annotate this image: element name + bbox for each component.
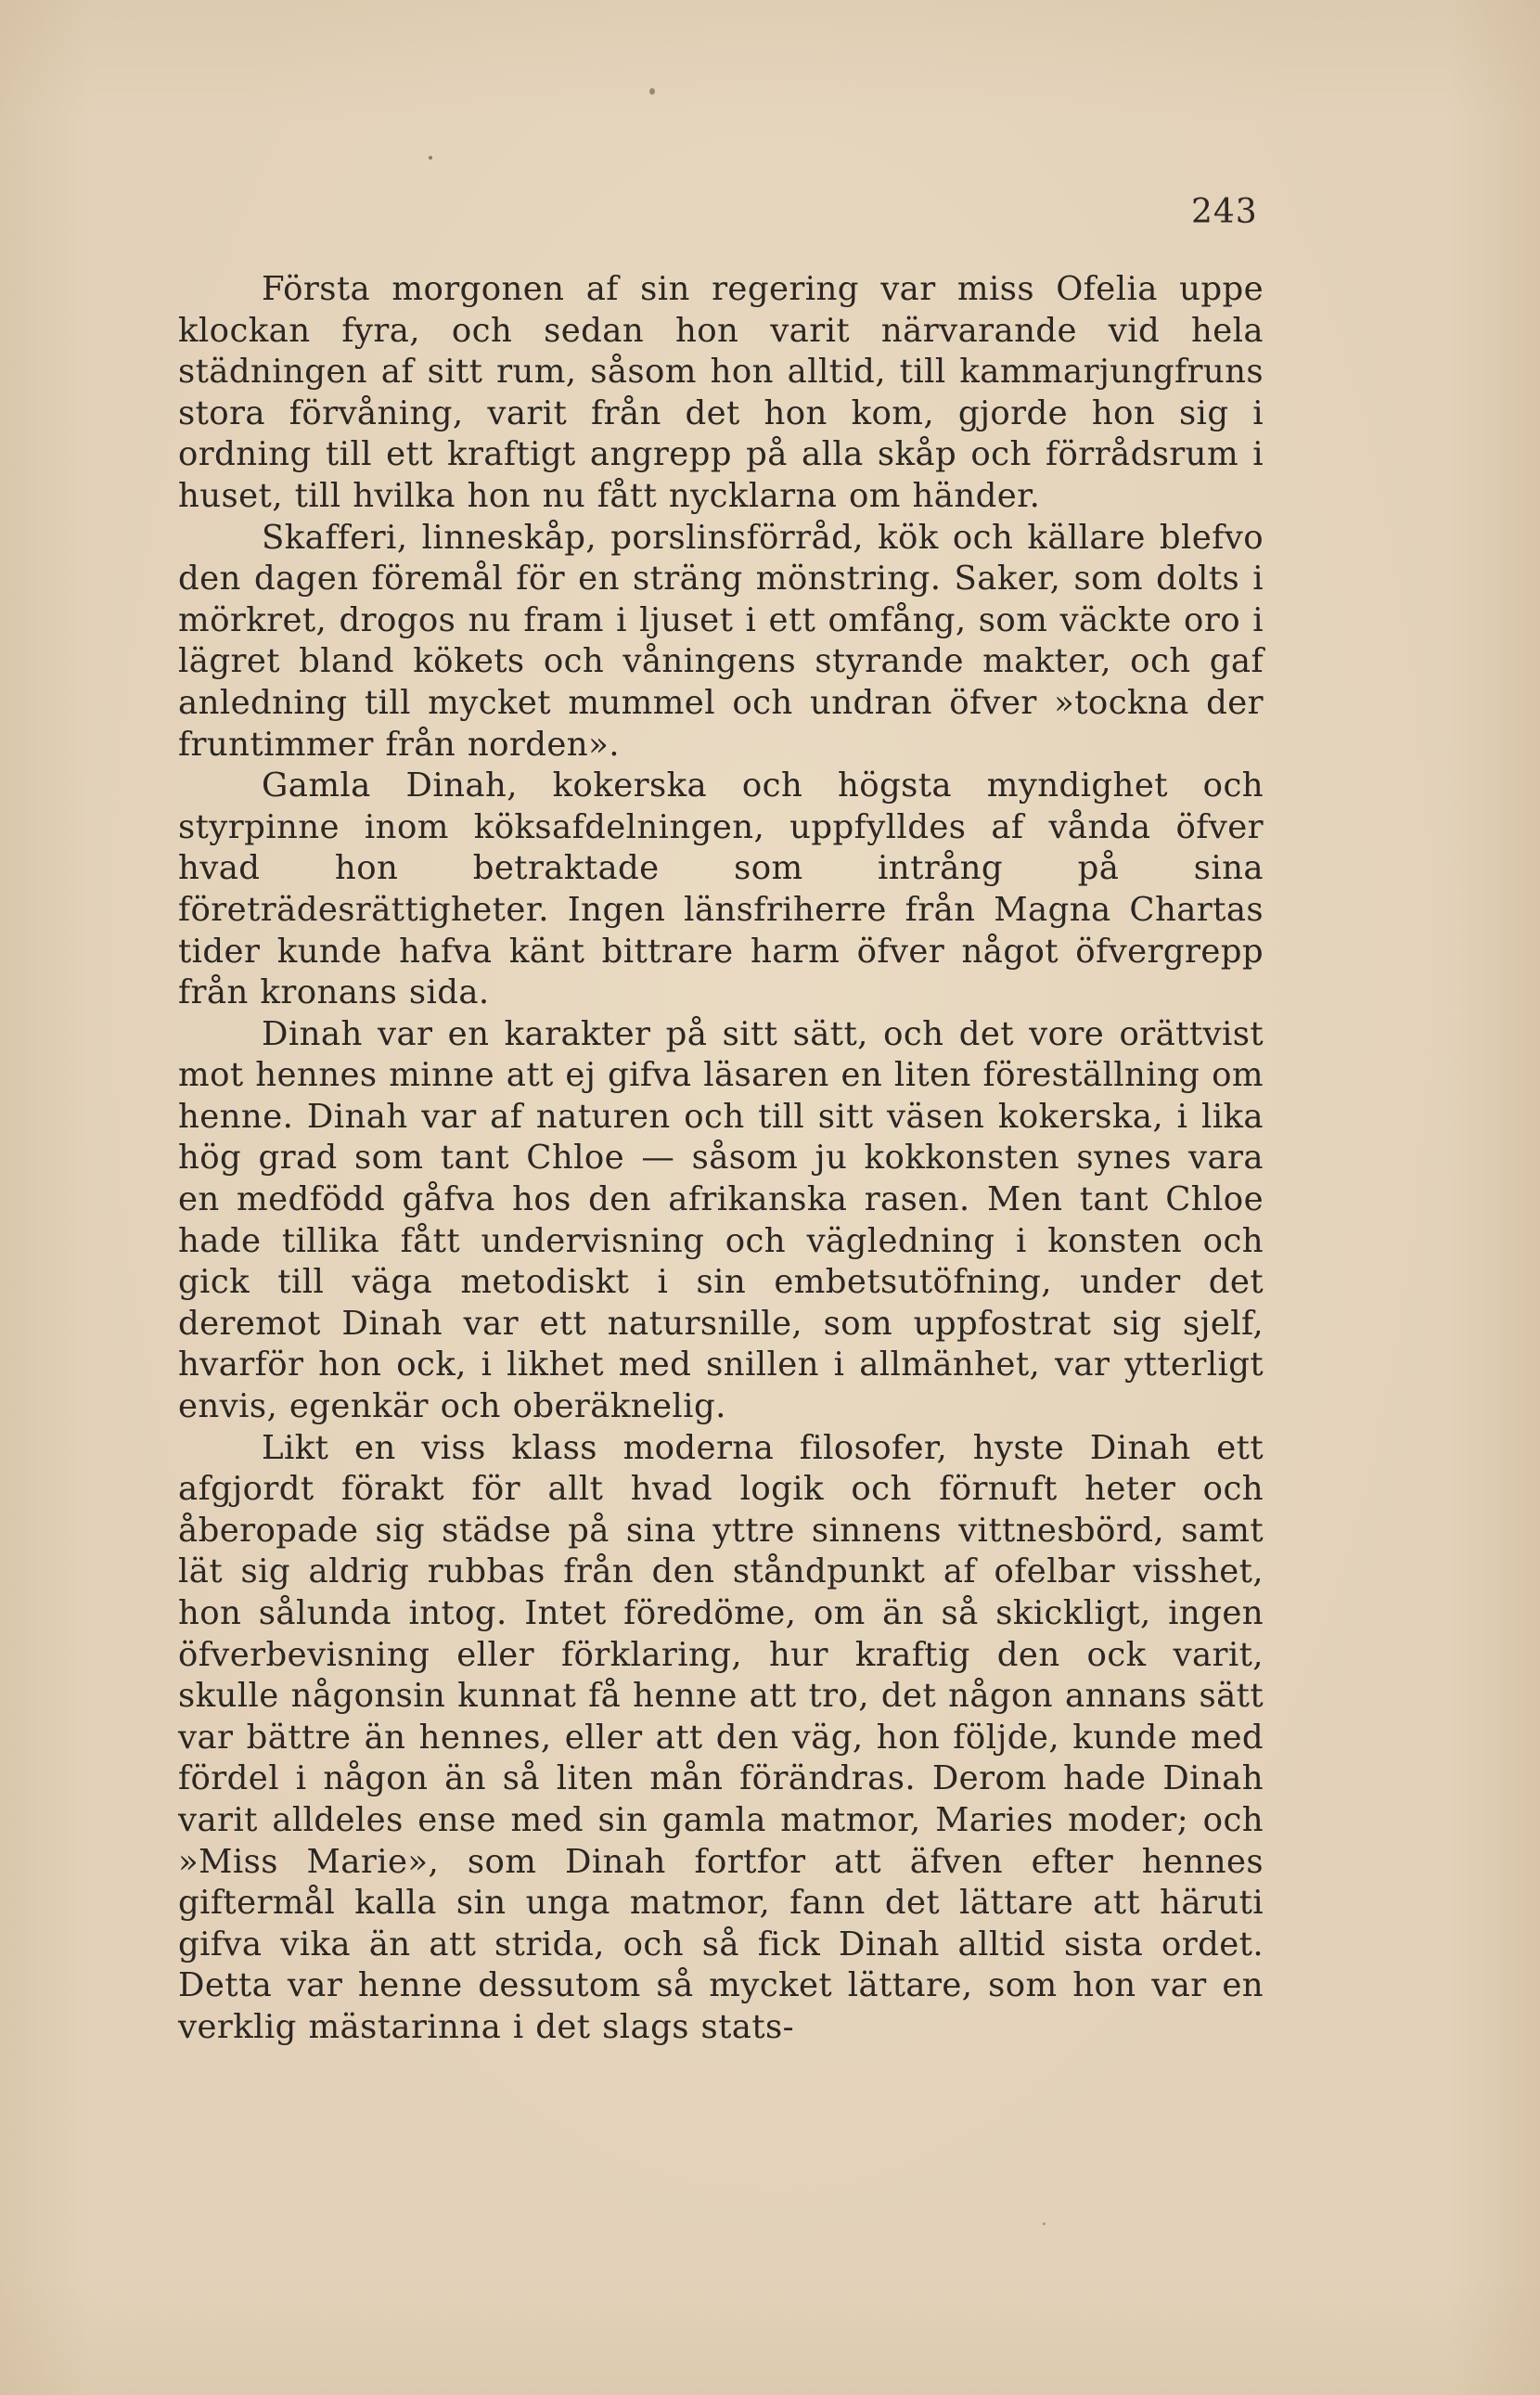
paragraph: Dinah var en karakter på sitt sätt, och det vore orättvist mot hennes minne att ej gifva läsaren en liten föreställning om henne. Dinah var af naturen och till sitt väsen kokerska, i lika hög grad som tant Chloe — såsom ju kokkonsten synes vara en medfödd gåfva hos den afrikanska rasen. Men tant Chloe hade tillika fått undervisning och vägledning i konsten och gick till väga metodiskt i sin embetsutöfning, under det deremot Dinah var ett natursnille, som uppfostrat sig sjelf, hvarför hon ock, i likhet med snillen i allmänhet, var ytterligt envis, egenkär och oberäknelig. <box>178 1014 1264 1426</box>
paper-speck <box>649 88 655 95</box>
page-number: 243 <box>1191 193 1258 231</box>
paragraph: Likt en viss klass moderna filosofer, hyste Dinah ett afgjordt förakt för allt hvad logik och förnuft heter och åberopade sig städse på sina yttre sinnens vittnesbörd, samt lät sig aldrig rubbas från den ståndpunkt af ofelbar visshet, hon sålunda intog. Intet föredöme, om än så skickligt, ingen öfverbevisning eller förklaring, hur kraftig den ock varit, skulle någonsin kunnat få henne att tro, det någon annans sätt var bättre än hennes, eller att den väg, hon följde, kunde med fördel i någon än så liten mån förändras. Derom hade Dinah varit alldeles ense med sin gamla matmor, Maries moder; och »Miss Marie», som Dinah fortfor att äfven efter hennes giftermål kalla sin unga matmor, fann det lättare att häruti gifva vika än att strida, och så fick Dinah alltid sista ordet. Detta var henne dessutom så mycket lättare, som hon var en verklig mästarinna i det slags stats- <box>178 1428 1264 2046</box>
paragraph: Gamla Dinah, kokerska och högsta myndighet och styrpinne inom köksafdelningen, uppfylldes af vånda öfver hvad hon betraktade som intrång på sina företrädesrättigheter. Ingen länsfriherre från Magna Chartas tider kunde hafva känt bittrare harm öfver något öfvergrepp från kronans sida. <box>178 766 1264 1012</box>
paragraph: Skafferi, linneskåp, porslinsförråd, kök och källare blefvo den dagen föremål för en sträng mönstring. Saker, som dolts i mörkret, drogos nu fram i ljuset i ett omfång, som väckte oro i lägret bland kökets och våningens styrande makter, och gaf anledning till mycket mummel och undran öfver »tockna der fruntimmer från norden». <box>178 518 1264 764</box>
paper-speck <box>429 156 432 160</box>
body-text <box>178 269 1264 2049</box>
paragraph: Första morgonen af sin regering var miss Ofelia uppe klockan fyra, och sedan hon varit närvarande vid hela städningen af sitt rum, såsom hon alltid, till kammarjungfruns stora förvåning, varit från det hon kom, gjorde hon sig i ordning till ett kraftigt angrepp på alla skåp och förrådsrum i huset, till hvilka hon nu fått nycklarna om händer. <box>178 270 1264 515</box>
paper-speck <box>1043 2222 1046 2225</box>
